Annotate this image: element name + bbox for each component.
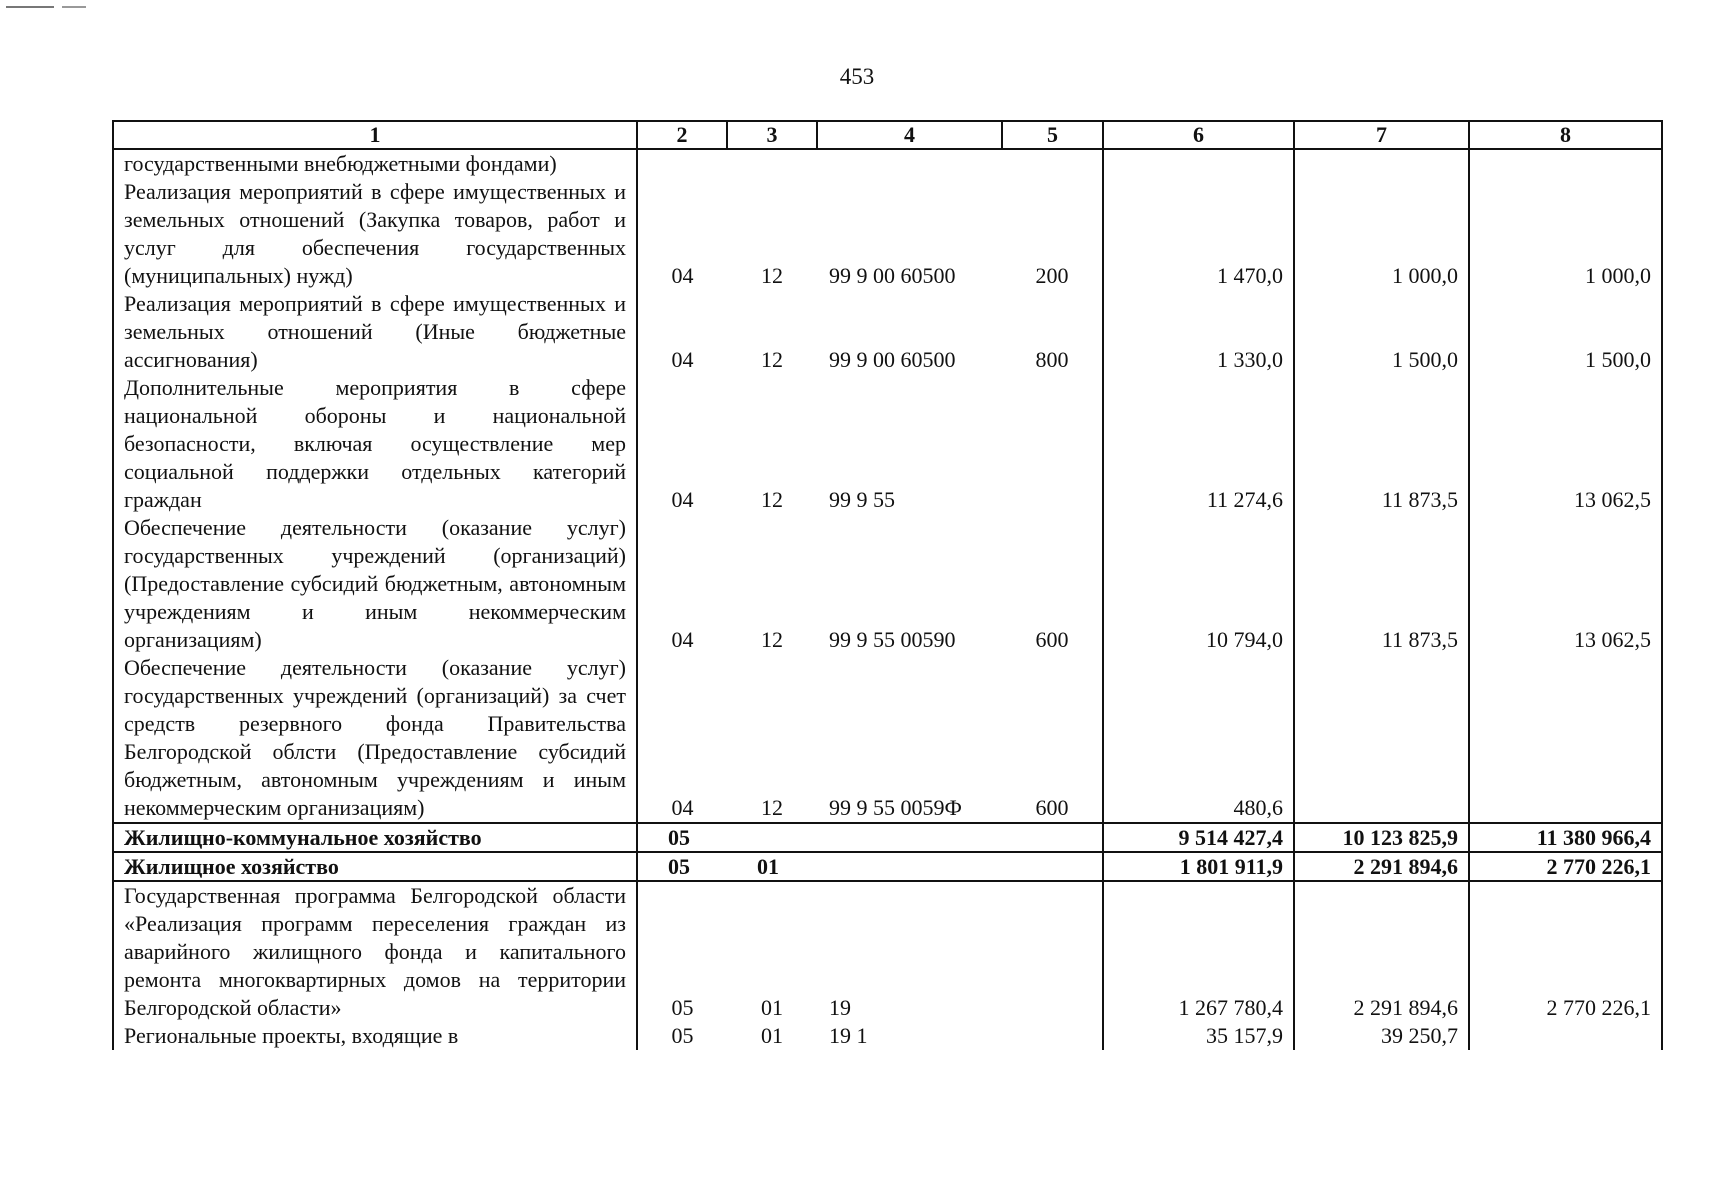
amount-col6-cell: 1 470,0 — [1103, 178, 1294, 290]
amount-col7-cell: 10 123 825,9 — [1294, 823, 1469, 852]
amount-col6-cell: 9 514 427,4 — [1103, 823, 1294, 852]
description-cell: Государственная программа Белгородской области «Реализация программ переселения граждан из аварийного жилищного фонда и капитального ремонта многоквартирных домов на территории Белгородской области» — [113, 881, 637, 1022]
subsection-code-cell — [727, 823, 817, 852]
amount-col7-cell — [1294, 654, 1469, 823]
amount-col6-cell: 1 267 780,4 — [1103, 881, 1294, 1022]
amount-col6-cell: 10 794,0 — [1103, 514, 1294, 654]
description-cell: Обеспечение деятельности (оказание услуг) государственных учреждений (организаций) (Предоставление субсидий бюджетным, автономным учреждениям и иным некоммерческим организациям) — [113, 514, 637, 654]
amount-col8-cell: 1 500,0 — [1469, 290, 1662, 374]
column-header-3: 3 — [727, 121, 817, 149]
section-code-cell: 04 — [637, 654, 727, 823]
target-article-cell: 99 9 00 60500 — [829, 263, 956, 288]
amount-col7-cell: 2 291 894,6 — [1294, 852, 1469, 881]
subsection-code-cell: 12 — [761, 627, 783, 652]
section-code-cell: 04 — [637, 290, 727, 374]
section-code-cell: 05 — [637, 1022, 727, 1050]
target-article-cell — [817, 149, 1002, 178]
column-header-4: 4 — [817, 121, 1002, 149]
table-row — [113, 374, 1662, 514]
expense-type-cell: 600 — [1002, 654, 1103, 823]
amount-col8-cell: 13 062,5 — [1469, 514, 1662, 654]
description-cell: Обеспечение деятельности (оказание услуг) государственных учреждений (организаций) за счет средств резервного фонда Правительства Белгородской облсти (Предоставление субсидий бюджетным, автономным учреждениям и иным некоммерческим организациям) — [113, 654, 637, 823]
amount-col7-cell: 1 000,0 — [1294, 178, 1469, 290]
description-cell: Дополнительные мероприятия в сфере национальной обороны и национальной безопасности, включая осуществление мер социальной поддержки отдельных категорий граждан — [113, 374, 637, 514]
description-cell: Реализация мероприятий в сфере имущественных и земельных отношений (Иные бюджетные ассигнования) — [113, 290, 637, 374]
expense-type-cell — [1002, 1022, 1103, 1050]
amount-col6-cell — [1103, 149, 1294, 178]
target-article-cell: 99 9 55 00590 — [829, 627, 956, 652]
subsection-code-cell: 01 — [761, 995, 783, 1020]
target-article-cell — [817, 852, 1002, 881]
amount-col7-cell: 11 873,5 — [1294, 514, 1469, 654]
expense-type-cell — [1002, 881, 1103, 1022]
table-row — [113, 514, 1662, 654]
expense-type-cell: 200 — [1002, 178, 1103, 290]
section-code-cell: 04 — [637, 514, 727, 654]
description-cell: Жилищное хозяйство — [113, 852, 637, 881]
expense-type-cell — [1002, 852, 1103, 881]
amount-col8-cell: 1 000,0 — [1469, 178, 1662, 290]
subsection-code-cell: 12 — [761, 347, 783, 372]
amount-col8-cell — [1469, 654, 1662, 823]
target-article-cell: 99 9 55 0059Ф — [829, 795, 962, 820]
subsection-code-cell: 12 — [761, 263, 783, 288]
description-cell: Жилищно-коммунальное хозяйство — [113, 823, 637, 852]
page-number: 453 — [839, 64, 875, 89]
table-row — [113, 823, 1662, 852]
expense-type-cell: 600 — [1002, 514, 1103, 654]
amount-col8-cell — [1469, 1022, 1662, 1050]
target-article-cell: 19 1 — [829, 1023, 868, 1048]
section-code-cell: 05 — [637, 852, 727, 881]
subsection-code-cell: 12 — [761, 487, 783, 512]
subsection-code-cell: 01 — [727, 852, 817, 881]
scan-edge-mark — [6, 6, 86, 8]
column-header-2: 2 — [637, 121, 727, 149]
budget-table — [112, 120, 1663, 1050]
column-header-6: 6 — [1103, 121, 1294, 149]
amount-col6-cell: 1 330,0 — [1103, 290, 1294, 374]
target-article-cell — [817, 823, 1002, 852]
target-article-cell: 19 — [829, 995, 851, 1020]
description-cell: Региональные проекты, входящие в — [113, 1022, 637, 1050]
amount-col7-cell: 2 291 894,6 — [1294, 881, 1469, 1022]
amount-col6-cell: 1 801 911,9 — [1103, 852, 1294, 881]
amount-col8-cell: 2 770 226,1 — [1469, 852, 1662, 881]
section-code-cell: 04 — [637, 374, 727, 514]
section-code-cell — [637, 149, 727, 178]
amount-col7-cell: 1 500,0 — [1294, 290, 1469, 374]
amount-col7-cell: 11 873,5 — [1294, 374, 1469, 514]
section-code-cell: 05 — [637, 881, 727, 1022]
amount-col6-cell: 480,6 — [1103, 654, 1294, 823]
subsection-code-cell — [727, 149, 817, 178]
amount-col8-cell: 2 770 226,1 — [1469, 881, 1662, 1022]
table-body — [113, 149, 1662, 1050]
header-row — [113, 121, 1662, 149]
table-row — [113, 654, 1662, 823]
description-cell: Реализация мероприятий в сфере имущественных и земельных отношений (Закупка товаров, работ и услуг для обеспечения государственных (муниципальных) нужд) — [113, 178, 637, 290]
table-row — [113, 881, 1662, 1022]
expense-type-cell — [1002, 149, 1103, 178]
subsection-code-cell: 12 — [761, 795, 783, 820]
description-cell: государственными внебюджетными фондами) — [113, 149, 637, 178]
amount-col8-cell — [1469, 149, 1662, 178]
section-code-cell: 04 — [637, 178, 727, 290]
amount-col6-cell: 11 274,6 — [1103, 374, 1294, 514]
subsection-code-cell: 01 — [761, 1023, 783, 1048]
table-row — [113, 149, 1662, 178]
expense-type-cell — [1002, 374, 1103, 514]
table-row — [113, 178, 1662, 290]
column-header-5: 5 — [1002, 121, 1103, 149]
column-header-8: 8 — [1469, 121, 1662, 149]
amount-col7-cell: 39 250,7 — [1294, 1022, 1469, 1050]
table-row — [113, 1022, 1662, 1050]
amount-col8-cell: 13 062,5 — [1469, 374, 1662, 514]
amount-col8-cell: 11 380 966,4 — [1469, 823, 1662, 852]
table-row — [113, 290, 1662, 374]
amount-col7-cell — [1294, 149, 1469, 178]
target-article-cell: 99 9 00 60500 — [829, 347, 956, 372]
section-code-cell: 05 — [637, 823, 727, 852]
expense-type-cell — [1002, 823, 1103, 852]
table-row — [113, 852, 1662, 881]
column-header-7: 7 — [1294, 121, 1469, 149]
target-article-cell: 99 9 55 — [829, 487, 895, 512]
amount-col6-cell: 35 157,9 — [1103, 1022, 1294, 1050]
expense-type-cell: 800 — [1002, 290, 1103, 374]
column-header-1: 1 — [113, 121, 637, 149]
